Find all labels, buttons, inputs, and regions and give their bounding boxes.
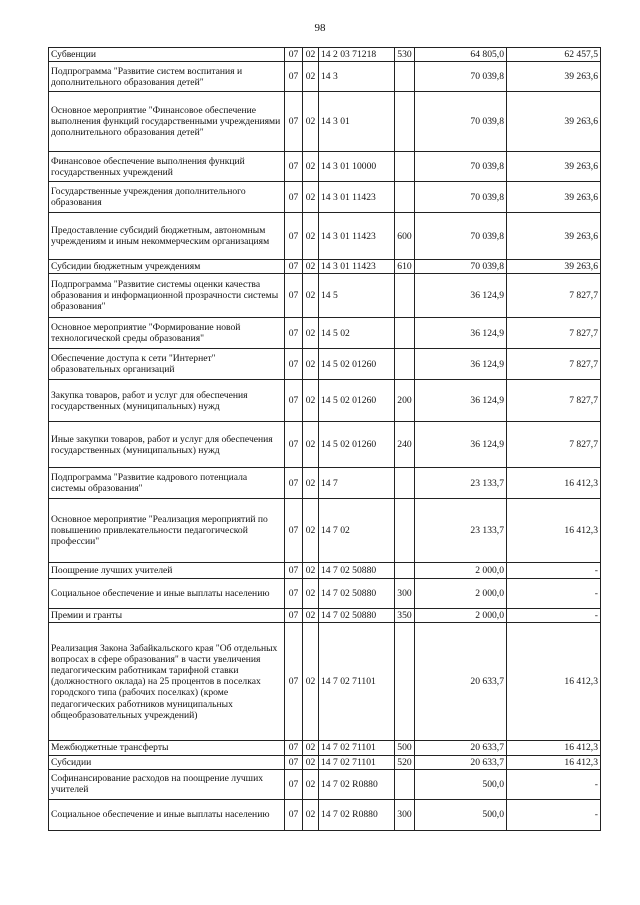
table-row <box>49 579 601 609</box>
expense-type-code: 520 <box>395 755 415 769</box>
amount-first: 23 133,7 <box>415 468 507 499</box>
subsection-code: 02 <box>303 422 319 468</box>
expense-type-code: 300 <box>395 579 415 609</box>
subsection-code: 02 <box>303 499 319 563</box>
target-article-code: 14 3 <box>319 62 395 92</box>
amount-second: - <box>507 563 601 579</box>
subsection-code: 02 <box>303 799 319 830</box>
target-article-code: 14 2 03 71218 <box>319 48 395 62</box>
expense-type-code <box>395 769 415 799</box>
target-article-code: 14 7 02 50880 <box>319 609 395 623</box>
section-code: 07 <box>285 380 303 422</box>
table-row <box>49 92 601 152</box>
expense-type-code <box>395 318 415 349</box>
section-code: 07 <box>285 274 303 318</box>
expense-name: Социальное обеспечение и иные выплаты населению <box>49 799 285 830</box>
amount-first: 70 039,8 <box>415 152 507 182</box>
expense-name: Подпрограмма "Развитие систем воспитания и дополнительного образования детей" <box>49 62 285 92</box>
section-code: 07 <box>285 579 303 609</box>
section-code: 07 <box>285 318 303 349</box>
expense-name: Субсидии <box>49 755 285 769</box>
target-article-code: 14 7 02 R0880 <box>319 799 395 830</box>
table-row <box>49 468 601 499</box>
target-article-code: 14 5 <box>319 274 395 318</box>
expense-name: Предоставление субсидий бюджетным, автономным учреждениям и иным некоммерческим организациям <box>49 213 285 260</box>
expense-type-code <box>395 468 415 499</box>
expense-name: Софинансирование расходов на поощрение лучших учителей <box>49 769 285 799</box>
amount-first: 36 124,9 <box>415 274 507 318</box>
section-code: 07 <box>285 741 303 755</box>
expense-type-code: 600 <box>395 213 415 260</box>
target-article-code: 14 7 <box>319 468 395 499</box>
amount-first: 2 000,0 <box>415 563 507 579</box>
section-code: 07 <box>285 499 303 563</box>
expense-type-code <box>395 563 415 579</box>
target-article-code: 14 7 02 R0880 <box>319 769 395 799</box>
expense-name: Премии и гранты <box>49 609 285 623</box>
expense-type-code: 300 <box>395 799 415 830</box>
expense-name: Финансовое обеспечение выполнения функций государственных учреждений <box>49 152 285 182</box>
amount-second: 7 827,7 <box>507 274 601 318</box>
subsection-code: 02 <box>303 468 319 499</box>
table-row <box>49 799 601 830</box>
budget-table <box>48 47 601 831</box>
subsection-code: 02 <box>303 274 319 318</box>
expense-type-code: 610 <box>395 260 415 274</box>
expense-type-code: 200 <box>395 380 415 422</box>
subsection-code: 02 <box>303 579 319 609</box>
subsection-code: 02 <box>303 349 319 380</box>
expense-type-code <box>395 499 415 563</box>
page-number: 98 <box>314 22 326 34</box>
amount-second: 16 412,3 <box>507 623 601 741</box>
table-row <box>49 62 601 92</box>
section-code: 07 <box>285 213 303 260</box>
amount-second: 39 263,6 <box>507 260 601 274</box>
amount-second: - <box>507 609 601 623</box>
table-row <box>49 380 601 422</box>
subsection-code: 02 <box>303 380 319 422</box>
amount-second: 39 263,6 <box>507 92 601 152</box>
table-row <box>49 623 601 741</box>
subsection-code: 02 <box>303 755 319 769</box>
amount-first: 70 039,8 <box>415 260 507 274</box>
expense-name: Субсидии бюджетным учреждениям <box>49 260 285 274</box>
target-article-code: 14 7 02 71101 <box>319 755 395 769</box>
expense-name: Обеспечение доступа к сети "Интернет" образовательных организаций <box>49 349 285 380</box>
target-article-code: 14 3 01 11423 <box>319 213 395 260</box>
amount-second: 7 827,7 <box>507 318 601 349</box>
amount-first: 70 039,8 <box>415 92 507 152</box>
expense-type-code: 240 <box>395 422 415 468</box>
expense-name: Подпрограмма "Развитие кадрового потенциала системы образования" <box>49 468 285 499</box>
expense-name: Основное мероприятие "Реализация мероприятий по повышению привлекательности педагогической профессии" <box>49 499 285 563</box>
expense-type-code: 500 <box>395 741 415 755</box>
expense-type-code <box>395 623 415 741</box>
subsection-code: 02 <box>303 563 319 579</box>
amount-first: 64 805,0 <box>415 48 507 62</box>
table-row <box>49 422 601 468</box>
target-article-code: 14 3 01 10000 <box>319 152 395 182</box>
amount-second: 62 457,5 <box>507 48 601 62</box>
amount-second: - <box>507 579 601 609</box>
amount-first: 2 000,0 <box>415 609 507 623</box>
subsection-code: 02 <box>303 213 319 260</box>
subsection-code: 02 <box>303 48 319 62</box>
table-row <box>49 274 601 318</box>
table-row <box>49 769 601 799</box>
amount-second: 39 263,6 <box>507 152 601 182</box>
amount-first: 70 039,8 <box>415 213 507 260</box>
table-row <box>49 48 601 62</box>
section-code: 07 <box>285 755 303 769</box>
section-code: 07 <box>285 468 303 499</box>
expense-type-code: 530 <box>395 48 415 62</box>
section-code: 07 <box>285 92 303 152</box>
table-row <box>49 609 601 623</box>
expense-type-code <box>395 349 415 380</box>
amount-second: - <box>507 769 601 799</box>
table-row <box>49 499 601 563</box>
amount-second: 7 827,7 <box>507 380 601 422</box>
section-code: 07 <box>285 422 303 468</box>
target-article-code: 14 7 02 50880 <box>319 579 395 609</box>
target-article-code: 14 3 01 11423 <box>319 260 395 274</box>
target-article-code: 14 7 02 71101 <box>319 741 395 755</box>
amount-first: 36 124,9 <box>415 349 507 380</box>
expense-type-code <box>395 182 415 213</box>
subsection-code: 02 <box>303 623 319 741</box>
table-row <box>49 213 601 260</box>
target-article-code: 14 7 02 71101 <box>319 623 395 741</box>
amount-second: 39 263,6 <box>507 62 601 92</box>
table-row <box>49 741 601 755</box>
table-row <box>49 260 601 274</box>
table-row <box>49 318 601 349</box>
subsection-code: 02 <box>303 769 319 799</box>
table-row <box>49 349 601 380</box>
target-article-code: 14 3 01 11423 <box>319 182 395 213</box>
amount-first: 500,0 <box>415 769 507 799</box>
expense-name: Государственные учреждения дополнительного образования <box>49 182 285 213</box>
amount-second: - <box>507 799 601 830</box>
target-article-code: 14 3 01 <box>319 92 395 152</box>
amount-first: 36 124,9 <box>415 318 507 349</box>
table-row <box>49 152 601 182</box>
expense-type-code: 350 <box>395 609 415 623</box>
expense-name: Основное мероприятие "Формирование новой технологической среды образования" <box>49 318 285 349</box>
amount-first: 36 124,9 <box>415 380 507 422</box>
section-code: 07 <box>285 623 303 741</box>
expense-type-code <box>395 62 415 92</box>
target-article-code: 14 5 02 <box>319 318 395 349</box>
amount-second: 16 412,3 <box>507 755 601 769</box>
section-code: 07 <box>285 563 303 579</box>
amount-first: 2 000,0 <box>415 579 507 609</box>
expense-name: Реализация Закона Забайкальского края "Об отдельных вопросах в сфере образования" в части увеличения педагогическим работникам тарифной ставки (должностного оклада) на 25 процентов в поселках городского типа (рабочих поселках) (кроме педагогических работников муниципальных общеобразовательных учреждений) <box>49 623 285 741</box>
section-code: 07 <box>285 769 303 799</box>
amount-first: 70 039,8 <box>415 182 507 213</box>
section-code: 07 <box>285 260 303 274</box>
subsection-code: 02 <box>303 62 319 92</box>
expense-type-code <box>395 92 415 152</box>
target-article-code: 14 7 02 50880 <box>319 563 395 579</box>
amount-first: 500,0 <box>415 799 507 830</box>
section-code: 07 <box>285 152 303 182</box>
amount-first: 20 633,7 <box>415 623 507 741</box>
amount-second: 16 412,3 <box>507 468 601 499</box>
expense-name: Иные закупки товаров, работ и услуг для обеспечения государственных (муниципальных) нужд <box>49 422 285 468</box>
subsection-code: 02 <box>303 609 319 623</box>
section-code: 07 <box>285 48 303 62</box>
amount-second: 16 412,3 <box>507 499 601 563</box>
amount-second: 39 263,6 <box>507 182 601 213</box>
table-row <box>49 182 601 213</box>
expense-name: Закупка товаров, работ и услуг для обеспечения государственных (муниципальных) нужд <box>49 380 285 422</box>
subsection-code: 02 <box>303 152 319 182</box>
amount-second: 39 263,6 <box>507 213 601 260</box>
amount-first: 70 039,8 <box>415 62 507 92</box>
amount-first: 20 633,7 <box>415 741 507 755</box>
table-row <box>49 563 601 579</box>
amount-second: 7 827,7 <box>507 422 601 468</box>
subsection-code: 02 <box>303 92 319 152</box>
expense-name: Подпрограмма "Развитие системы оценки качества образования и информационной прозрачности системы образования" <box>49 274 285 318</box>
amount-second: 7 827,7 <box>507 349 601 380</box>
section-code: 07 <box>285 182 303 213</box>
subsection-code: 02 <box>303 318 319 349</box>
expense-name: Социальное обеспечение и иные выплаты населению <box>49 579 285 609</box>
subsection-code: 02 <box>303 182 319 213</box>
expense-type-code <box>395 152 415 182</box>
section-code: 07 <box>285 62 303 92</box>
amount-second: 16 412,3 <box>507 741 601 755</box>
section-code: 07 <box>285 349 303 380</box>
amount-first: 20 633,7 <box>415 755 507 769</box>
target-article-code: 14 7 02 <box>319 499 395 563</box>
amount-first: 23 133,7 <box>415 499 507 563</box>
table-row <box>49 755 601 769</box>
target-article-code: 14 5 02 01260 <box>319 380 395 422</box>
target-article-code: 14 5 02 01260 <box>319 422 395 468</box>
subsection-code: 02 <box>303 741 319 755</box>
expense-name: Основное мероприятие "Финансовое обеспечение выполнения функций государственными учреждениями дополнительного образования детей" <box>49 92 285 152</box>
section-code: 07 <box>285 799 303 830</box>
expense-type-code <box>395 274 415 318</box>
expense-name: Поощрение лучших учителей <box>49 563 285 579</box>
subsection-code: 02 <box>303 260 319 274</box>
expense-name: Субвенции <box>49 48 285 62</box>
expense-name: Межбюджетные трансферты <box>49 741 285 755</box>
target-article-code: 14 5 02 01260 <box>319 349 395 380</box>
section-code: 07 <box>285 609 303 623</box>
amount-first: 36 124,9 <box>415 422 507 468</box>
